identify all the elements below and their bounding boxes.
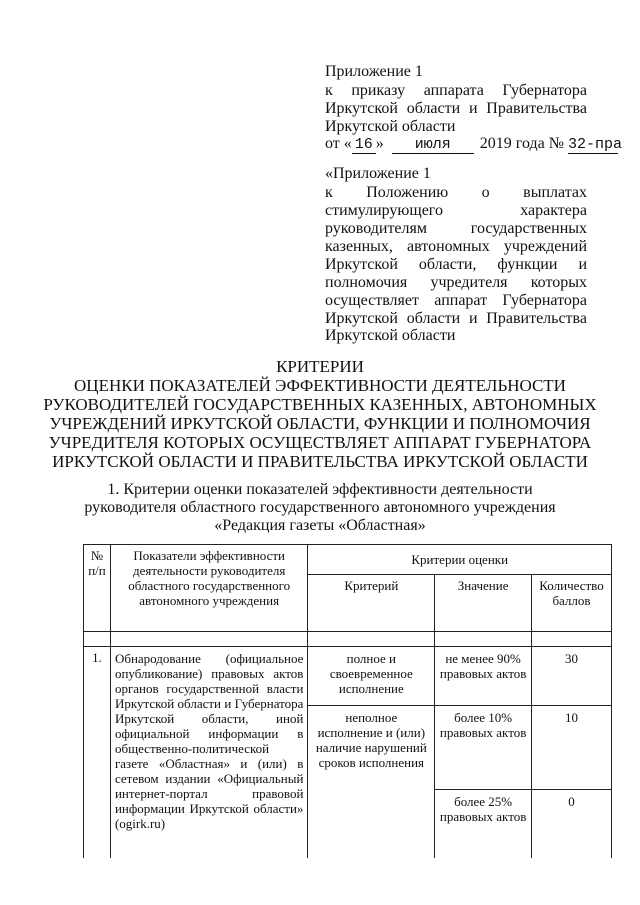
regulation-line-8: Иркутской области и Правительства [325,310,587,327]
section-line-2: руководителя областного государственного автономного учреждения [84,499,556,516]
row-num: 1. [84,647,111,859]
points-3: 0 [532,790,612,859]
header-points: Количество баллов [532,575,612,632]
appendix-line-1: к приказу аппарата Губернатора [325,82,587,99]
date-month: июля [392,137,474,154]
row-indicator: Обнародование (официальное опубликование) правовых актов органов государственной власти Иркутской области и Губернатора Иркутской области, иной официальной информации в общественно-политической газете «Областная» и (или) в сетевом издании «Официальный интернет-портал правовой информации Иркутской области» (ogirk.ru) [110,647,307,859]
date-prefix: от « [325,135,352,152]
value-3: более 25% правовых актов [435,790,532,859]
heading-line-6: ИРКУТСКОЙ ОБЛАСТИ И ПРАВИТЕЛЬСТВА ИРКУТСКОЙ ОБЛАСТИ [52,452,588,471]
points-2: 10 [532,706,612,790]
section-line-3: «Редакция газеты «Областная» [214,517,426,534]
heading-line-4: УЧРЕЖДЕНИЙ ИРКУТСКОЙ ОБЛАСТИ, ФУНКЦИИ И ПОЛНОМОЧИЯ [49,414,591,433]
header-num: № п/п [84,545,111,632]
section-line-1: 1. Критерии оценки показателей эффективности деятельности [107,481,533,498]
heading-line-5: УЧРЕДИТЕЛЯ КОТОРЫХ ОСУЩЕСТВЛЯЕТ АППАРАТ ГУБЕРНАТОРА [48,433,592,452]
table-row [84,647,612,706]
regulation-line-7: осуществляет аппарат Губернатора [325,292,587,309]
criterion-2: неполное исполнение и (или) наличие нарушений сроков исполнения [308,706,435,859]
appendix-date-line [325,134,623,154]
spacer-cell [84,632,111,647]
date-mid: » [375,135,384,152]
criterion-1: полное и своевременное исполнение [308,647,435,706]
appendix-title: Приложение 1 [325,63,423,80]
spacer-cell [308,632,435,647]
regulation-line-2: стимулирующего характера [325,202,587,219]
order-number: 32-пра [568,136,623,153]
appendix-line-2: Иркутской области и Правительства [325,100,587,117]
date-year: 2019 года № [479,135,564,152]
regulation-line-9: Иркутской области [325,327,456,344]
regulation-line-5: Иркутской области, функции и [325,256,587,273]
heading-line-3: РУКОВОДИТЕЛЕЙ ГОСУДАРСТВЕННЫХ КАЗЕННЫХ, АВТОНОМНЫХ [43,395,597,414]
spacer-cell [435,632,532,647]
regulation-line-3: руководителям государственных [325,220,587,237]
regulation-line-1: к Положению о выплатах [325,184,587,201]
value-2: более 10% правовых актов [435,706,532,790]
spacer-cell [110,632,307,647]
header-value: Значение [435,575,532,632]
heading-line-2: ОЦЕНКИ ПОКАЗАТЕЛЕЙ ЭФФЕКТИВНОСТИ ДЕЯТЕЛЬНОСТИ [74,376,566,395]
spacer-cell [532,632,612,647]
points-1: 30 [532,647,612,706]
date-day: 16 [352,137,376,154]
criteria-table [83,544,612,858]
header-criterion: Критерий [308,575,435,632]
regulation-line-4: казенных, автономных учреждений [325,238,587,255]
regulation-title: «Приложение 1 [325,165,431,182]
regulation-line-6: полномочия учредителя которых [325,274,587,291]
value-1: не менее 90% правовых актов [435,647,532,706]
table-header-row-1 [84,545,612,575]
heading-line-1: КРИТЕРИИ [276,357,364,376]
appendix-line-3: Иркутской области [325,118,456,135]
header-criteria-group: Критерии оценки [308,545,612,575]
table-spacer-row [84,632,612,647]
header-indicator: Показатели эффективности деятельности руководителя областного государственного автономного учреждения [110,545,307,632]
